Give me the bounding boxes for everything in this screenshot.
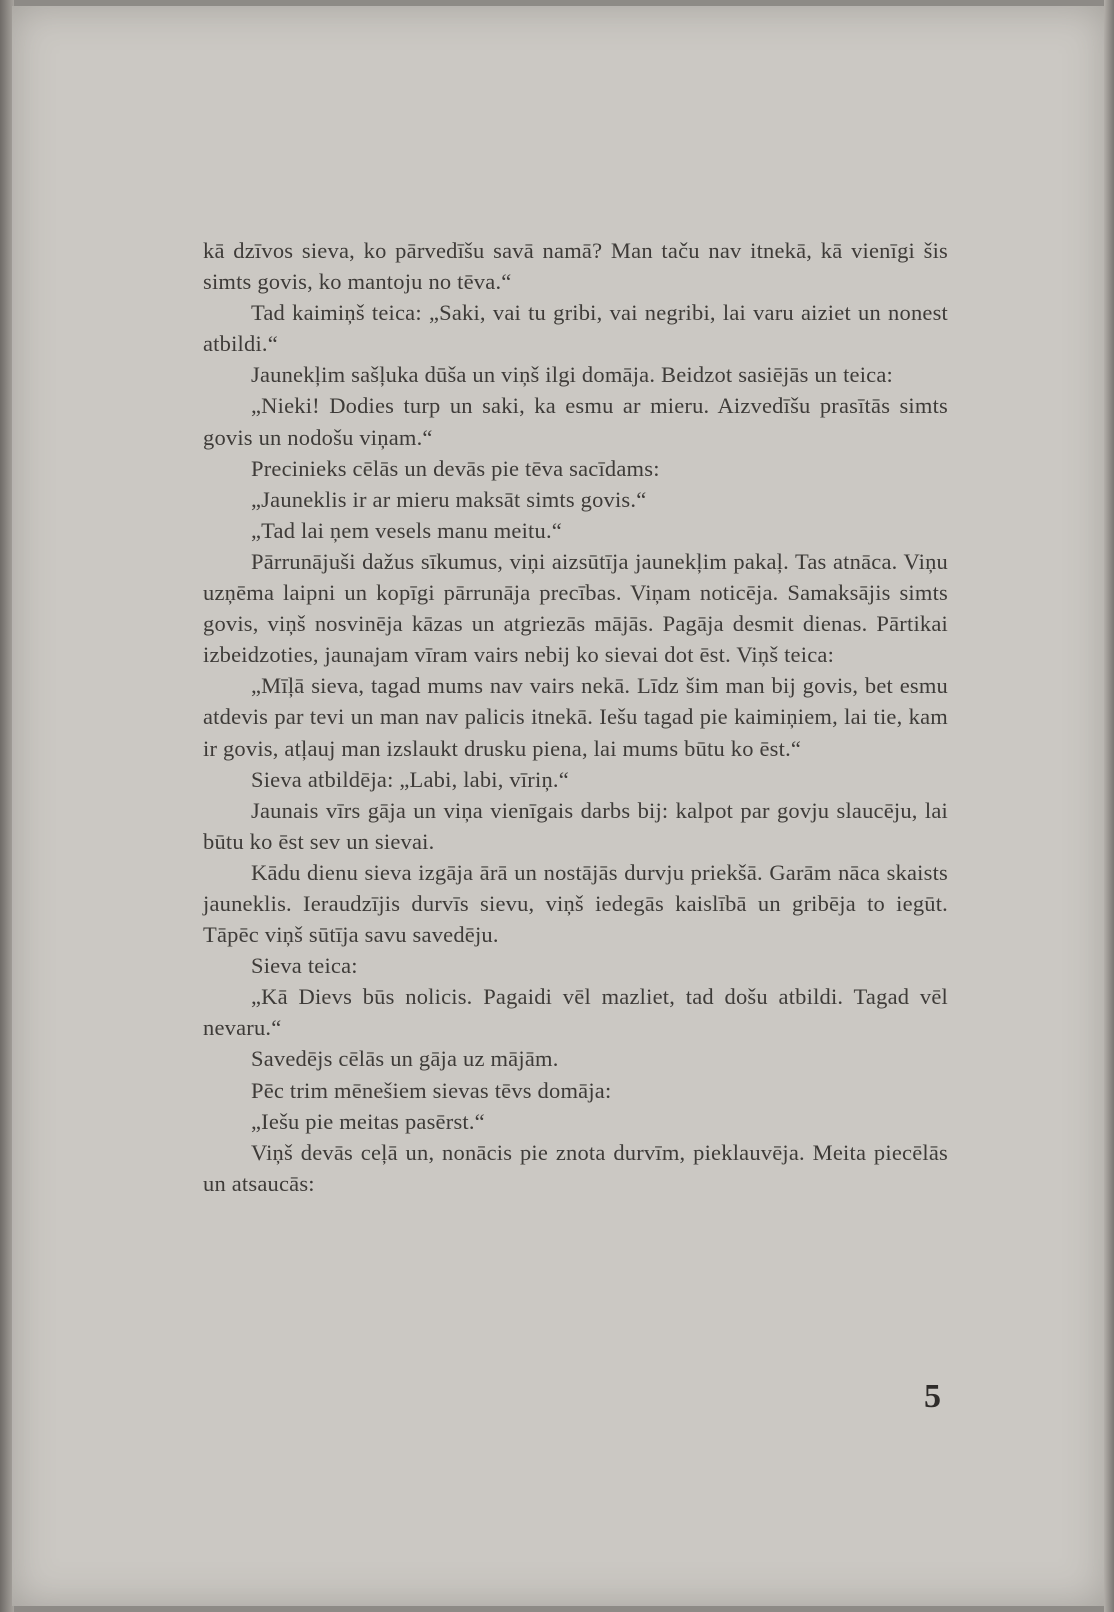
paragraph: Pēc trim mēnešiem sievas tēvs domāja:: [251, 1077, 612, 1103]
page-edge-right: [1104, 0, 1114, 1612]
paragraph: „Tad lai ņem vesels manu meitu.“: [251, 517, 562, 543]
paragraph: „Nieki! Dodies turp un saki, ka esmu ar mieru. Aizvedīšu prasītās simts govis un nodošu viņam.“: [203, 393, 948, 450]
paragraph: kā dzīvos sieva, ko pārvedīšu savā namā? Man taču nav itnekā, kā vienīgi šis simts govis, ko mantoju no tēva.“: [203, 238, 948, 295]
paragraph: „Mīļā sieva, tagad mums nav vairs nekā. Līdz šim man bij govis, bet esmu atdevis par tevi un man nav palicis itnekā. Iešu tagad pie kaimiņiem, lai tie, kam ir govis, atļauj man izslaukt drusku piena, lai mums būtu ko ēst.“: [203, 673, 948, 761]
paragraph: Viņš devās ceļā un, nonācis pie znota durvīm, pieklauvēja. Meita piecēlās un atsaucās:: [203, 1139, 948, 1196]
paragraph: Savedējs cēlās un gāja uz mājām.: [251, 1046, 559, 1072]
paragraph: Pārrunājuši dažus sīkumus, viņi aizsūtīja jaunekļim pakaļ. Tas atnāca. Viņu uzņēma laipni un kopīgi pārrunāja precības. Viņam noticēja. Samaksājis simts govis, viņš nosvinēja kāzas un atgriezās mājās. Pagāja desmit dienas. Pārtikai izbeidzoties, jaunajam vīram vairs nebij ko sievai dot ēst. Viņš teica:: [203, 548, 948, 668]
paragraph: Kādu dienu sieva izgāja ārā un nostājās durvju priekšā. Garām nāca skaists jauneklis. Ieraudzījis durvīs sievu, viņš iedegās kaislībā un gribēja to iegūt. Tāpēc viņš sūtīja savu savedēju.: [203, 859, 948, 948]
paragraph: Precinieks cēlās un devās pie tēva sacīdams:: [251, 455, 660, 481]
paragraph: Sieva atbildēja: „Labi, labi, vīriņ.“: [251, 766, 569, 792]
paragraph: Sieva teica:: [251, 953, 358, 979]
paragraph: Jaunekļim sašļuka dūša un viņš ilgi domāja. Beidzot sasiējās un teica:: [251, 362, 894, 388]
paragraph: Tad kaimiņš teica: „Saki, vai tu gribi, vai negribi, lai varu aiziet un nonest atbildi.“: [203, 300, 948, 357]
paragraph: „Kā Dievs būs nolicis. Pagaidi vēl mazliet, tad došu atbildi. Tagad vēl nevaru.“: [203, 984, 948, 1041]
paragraph: „Iešu pie meitas pasērst.“: [251, 1108, 485, 1134]
page-number: 5: [924, 1378, 941, 1415]
paragraph: „Jauneklis ir ar mieru maksāt simts govis.“: [251, 486, 647, 512]
body-text: [203, 235, 948, 1199]
paragraph: Jaunais vīrs gāja un viņa vienīgais darbs bij: kalpot par govju slaucēju, lai būtu ko ēst sev un sievai.: [203, 797, 948, 854]
